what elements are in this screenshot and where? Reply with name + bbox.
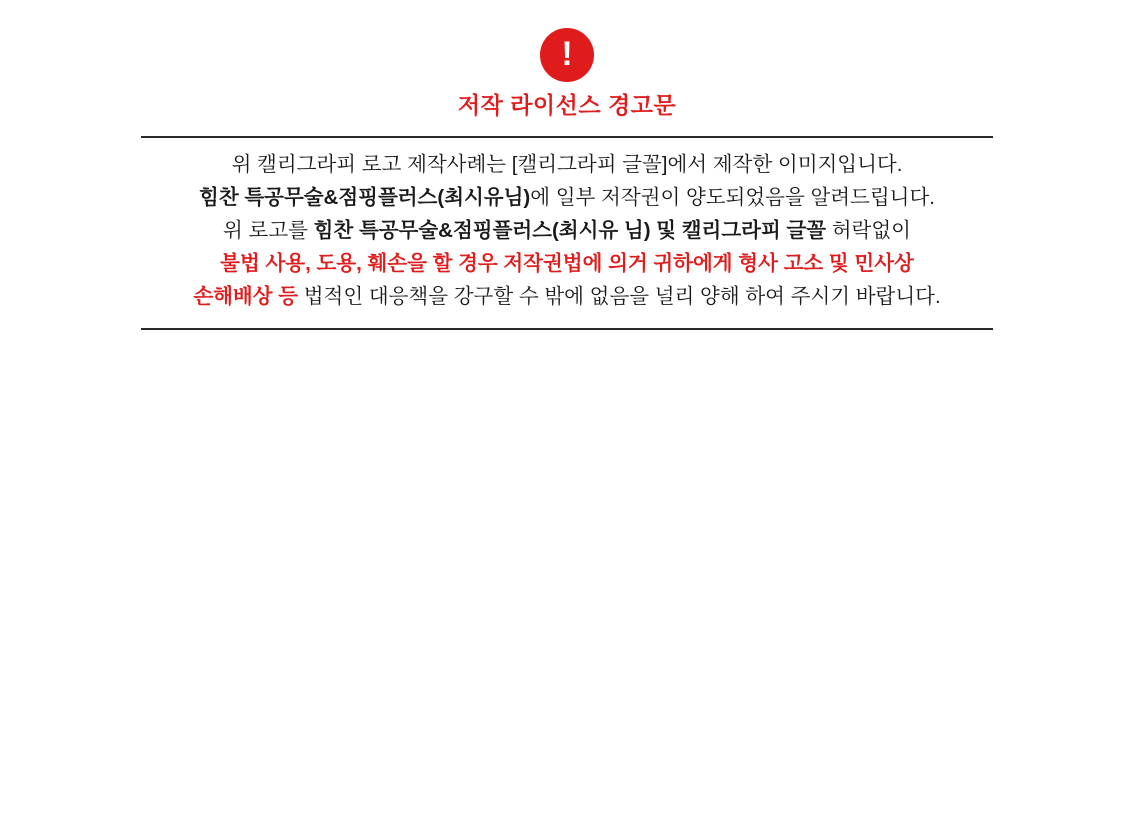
exclamation-mark-glyph: !	[561, 35, 573, 73]
notice-line-5	[141, 280, 993, 313]
notice-line-2-text: 에 일부 저작권이 양도되었음을 알려드립니다.	[530, 185, 935, 209]
notice-line-3-suffix: 허락없이	[826, 219, 911, 242]
notice-body	[141, 136, 993, 330]
page-title: 저작 라이선스 경고문	[457, 92, 677, 118]
empty-page-area	[0, 330, 1134, 770]
notice-line-2	[141, 181, 993, 214]
notice-line-5-text: 법적인 대응책을 강구할 수 밖에 없음을 널리 양해 하여 주시기 바랍니다.	[298, 285, 941, 309]
exclamation-warning-icon	[540, 28, 594, 82]
notice-line-3-prefix: 위 로고를	[223, 219, 314, 242]
notice-header	[0, 28, 1134, 120]
notice-line-1-text: 위 캘리그라피 로고 제작사례는 [캘리그라피 글꼴]에서 제작한 이미지입니다.	[231, 152, 903, 176]
notice-line-4	[141, 247, 993, 280]
notice-line-2-emphasis: 힘찬 특공무술&점핑플러스(최시유님)	[199, 185, 531, 209]
notice-line-5-warning-text: 손해배상 등	[193, 285, 299, 309]
notice-line-4-warning-text: 불법 사용, 도용, 훼손을 할 경우 저작권법에 의거 귀하에게 형사 고소 및 민사상	[220, 252, 914, 276]
notice-line-3	[141, 214, 993, 247]
notice-line-1	[141, 148, 993, 181]
notice-line-3-emphasis: 힘찬 특공무술&점핑플러스(최시유 님) 및 캘리그라피 글꼴	[313, 219, 827, 242]
